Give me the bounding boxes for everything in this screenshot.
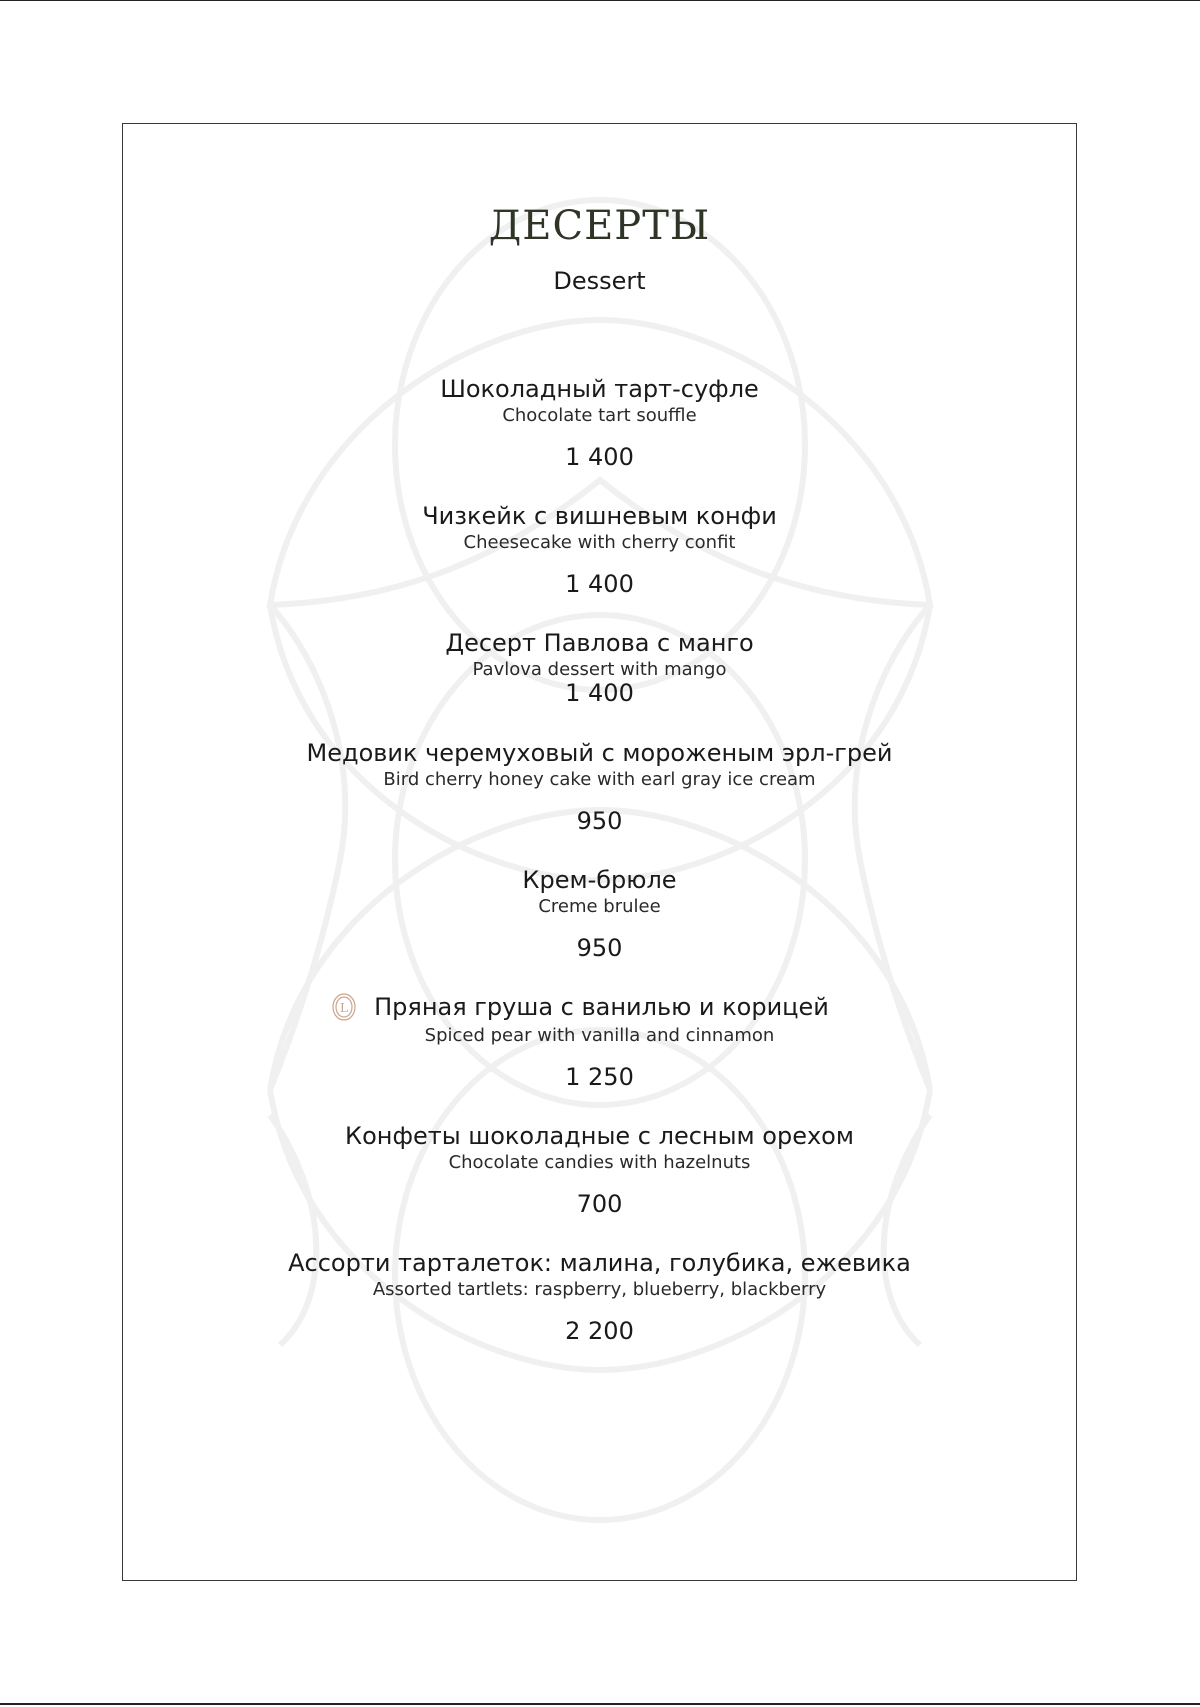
item-name-en: Assorted tartlets: raspberry, blueberry, blackberry [372, 1279, 827, 1300]
menu-item [122, 501, 1077, 598]
menu-item [122, 374, 1077, 471]
menu-title: ДЕСЕРТЫ [488, 203, 711, 249]
item-name-ru: Чизкейк с вишневым конфи [422, 502, 777, 530]
item-name-ru: Крем-брюле [522, 866, 677, 894]
item-price: 1 250 [565, 1063, 634, 1091]
menu-item [122, 738, 1077, 835]
item-name-en: Spiced pear with vanilla and cinnamon [424, 1025, 775, 1046]
item-name-ru: Ассорти тарталеток: малина, голубика, ежевика [288, 1249, 911, 1277]
seal-l-icon [331, 992, 357, 1022]
item-price: 2 200 [565, 1317, 634, 1345]
item-price: 700 [576, 1190, 623, 1218]
item-name-en: Pavlova dessert with mango [472, 659, 727, 680]
svg-text:L: L [340, 1001, 348, 1015]
item-name-ru: Десерт Павлова с манго [445, 629, 754, 657]
item-price: 1 400 [565, 679, 634, 707]
menu-item [122, 628, 1077, 707]
menu-item [122, 865, 1077, 962]
item-name-en: Bird cherry honey cake with earl gray ice cream [383, 769, 816, 790]
menu-frame [122, 123, 1077, 1581]
item-name-en: Cheesecake with cherry confit [463, 532, 736, 553]
item-price: 1 400 [565, 443, 634, 471]
menu-item [122, 1248, 1077, 1345]
menu-subtitle: Dessert [553, 267, 646, 295]
item-name-en: Creme brulee [538, 896, 661, 917]
item-price: 1 400 [565, 570, 634, 598]
item-name-ru: Шоколадный тарт-суфле [440, 375, 759, 403]
top-rule [0, 0, 1200, 1]
menu-item [122, 992, 1077, 1091]
bottom-rule [0, 1703, 1200, 1705]
item-name-en: Chocolate candies with hazelnuts [448, 1152, 751, 1173]
item-name-ru: Медовик черемуховый с мороженым эрл-грей [306, 739, 893, 767]
item-name-ru: Конфеты шоколадные с лесным орехом [345, 1122, 854, 1150]
menu-item [122, 1121, 1077, 1218]
item-name-en: Chocolate tart souffle [502, 405, 697, 426]
item-price: 950 [576, 934, 623, 962]
item-name-ru: Пряная груша с ванилью и корицей [374, 993, 829, 1021]
item-price: 950 [576, 807, 623, 835]
